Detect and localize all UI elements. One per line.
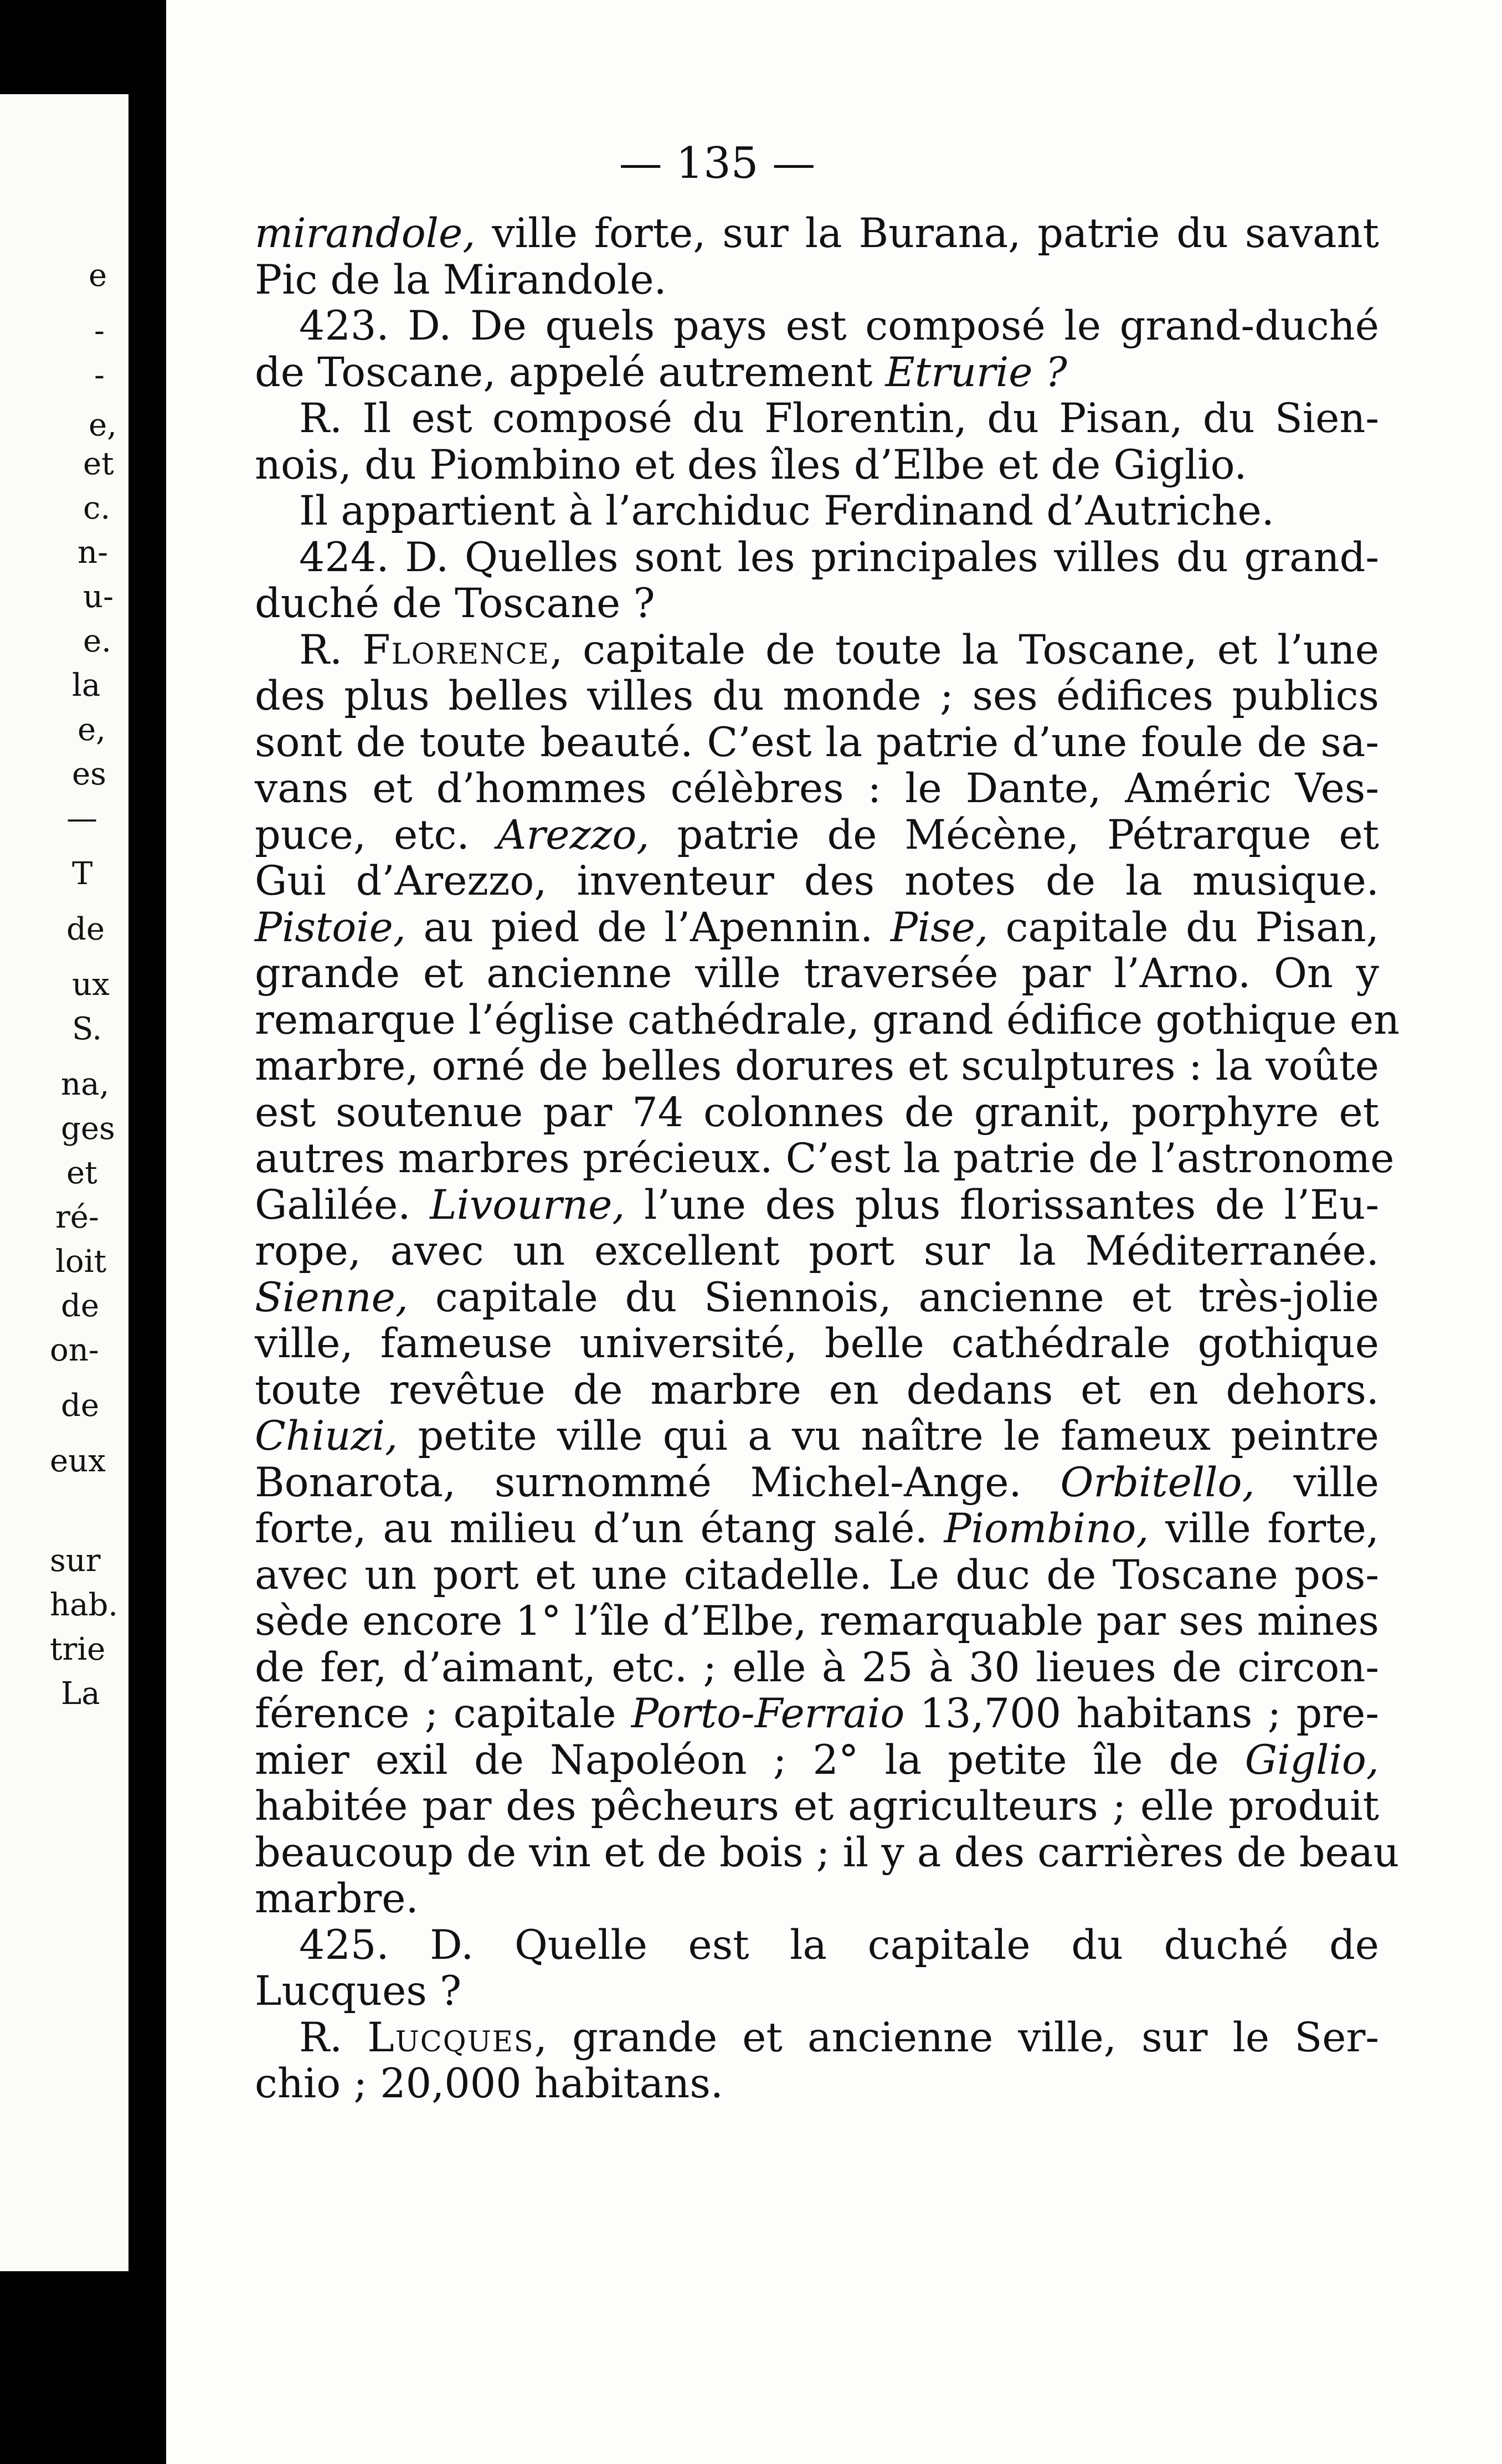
text-line (255, 2015, 1379, 2061)
text-line (255, 812, 1379, 859)
text-run: au pied de l’Apennin. (405, 904, 891, 951)
text-run: Porto-Ferraio (631, 1690, 905, 1737)
margin-fragment: S. (72, 1011, 102, 1047)
text-line (255, 1876, 1379, 1922)
text-run: petite ville qui a vu naître le fameux peintre (398, 1413, 1379, 1460)
text-run: vans et d’hommes célèbres : le Dante, Améric Ves- (255, 765, 1379, 812)
text-line (255, 303, 1379, 350)
margin-fragment: es (72, 756, 106, 792)
text-line (255, 673, 1379, 720)
margin-fragment: la (72, 668, 101, 704)
text-line (255, 996, 1400, 1044)
text-line (255, 1922, 1379, 1969)
text-run: l’une des plus florissantes de l’Eu- (625, 1181, 1379, 1229)
margin-fragment: et (66, 1155, 97, 1191)
margin-fragment: et (83, 446, 114, 482)
text-run: Bonarota, surnommé Michel-Ange. (255, 1459, 1061, 1506)
margin-fragment: hab. (50, 1587, 119, 1623)
text-run: ville forte, (1149, 1505, 1379, 1552)
text-line (255, 951, 1379, 997)
text-run: de Toscane, appelé autrement (255, 348, 886, 396)
margin-fragment: c. (83, 490, 111, 526)
text-line (255, 1783, 1379, 1830)
text-run: Florence (362, 626, 550, 674)
text-run: remarque l’église cathédrale, grand édifice gothique en (255, 996, 1400, 1044)
text-run: marbre, orné de belles dorures et sculptures : la voûte (255, 1043, 1379, 1090)
text-line (255, 1090, 1379, 1136)
text-line (255, 1829, 1400, 1876)
page-number: — 135 — (619, 138, 816, 188)
text-run: mier exil de Napoléon ; 2° la petite île de (255, 1736, 1245, 1784)
text-line (255, 350, 1379, 396)
page-body-text (255, 210, 1400, 2107)
text-line (255, 1506, 1379, 1552)
margin-fragment: on- (50, 1332, 99, 1368)
margin-fragment: e, (78, 712, 106, 748)
margin-fragment: de (61, 1388, 99, 1424)
text-line (255, 1460, 1379, 1506)
text-run: capitale du Pisan, (988, 904, 1379, 951)
facing-page-edge (0, 94, 128, 2271)
text-run: Etrurie ? (885, 348, 1067, 396)
text-run: duché de Toscane ? (255, 580, 655, 627)
text-run: Giglio, (1244, 1736, 1379, 1784)
text-run: sède encore 1° l’île d’Elbe, remarquable par ses mines (255, 1598, 1379, 1645)
text-run: 425. D. Quelle est la capitale du duché de (299, 1921, 1379, 1969)
text-run: 424. D. Quelles sont les principales villes du grand- (299, 533, 1379, 581)
text-line (255, 627, 1379, 674)
text-line (255, 581, 1379, 627)
text-run: est soutenue par 74 colonnes de granit, porphyre et (255, 1089, 1379, 1136)
text-run: toute revêtue de marbre en dedans et en dehors. (255, 1366, 1379, 1414)
text-run: Gui d’Arezzo, inventeur des notes de la musique. (255, 858, 1379, 905)
margin-fragment: u- (83, 579, 114, 615)
text-run: , capitale de toute la Toscane, et l’une (549, 626, 1380, 674)
text-run: avec un port et une citadelle. Le duc de Toscane pos- (255, 1551, 1379, 1599)
margin-fragment: T (72, 856, 93, 892)
text-line (255, 766, 1379, 812)
text-line (255, 1691, 1379, 1737)
text-run: Piombino, (944, 1505, 1149, 1552)
text-line (255, 858, 1379, 905)
text-line (255, 720, 1379, 766)
text-line (255, 1598, 1379, 1645)
text-line (255, 1135, 1395, 1182)
margin-fragment: La (61, 1676, 100, 1712)
text-line (255, 1043, 1379, 1090)
text-run: Chiuzi, (255, 1413, 398, 1460)
text-run: R. (299, 626, 363, 674)
text-run: forte, au milieu d’un étang salé. (255, 1505, 944, 1552)
text-run: capitale du Siennois, ancienne et très-jolie (408, 1274, 1379, 1321)
text-line (255, 1737, 1379, 1784)
text-run: Lucques ? (255, 1968, 462, 2015)
book-page (166, 0, 1502, 2464)
text-run: ville, fameuse université, belle cathédrale gothique (255, 1320, 1379, 1367)
text-line (255, 1413, 1379, 1460)
margin-fragment: eux (50, 1443, 106, 1479)
text-run: sont de toute beauté. C’est la patrie d’une foule de sa- (255, 718, 1379, 766)
text-line (255, 535, 1379, 581)
text-line (255, 442, 1379, 489)
margin-fragment: ux (72, 967, 110, 1003)
text-run: Sienne, (255, 1274, 408, 1321)
margin-fragment: - (94, 313, 105, 349)
text-run: R. Il est composé du Florentin, du Pisan, du Sien- (299, 395, 1379, 442)
margin-fragment: e, (89, 407, 117, 443)
margin-fragment: e. (83, 623, 111, 659)
margin-fragment: ges (61, 1111, 115, 1147)
text-line (255, 1367, 1379, 1414)
text-run: patrie de Mécène, Pétrarque et (649, 811, 1379, 859)
margin-fragment: ré- (55, 1199, 99, 1235)
text-run: férence ; capitale (255, 1690, 631, 1737)
text-run: Il appartient à l’archiduc Ferdinand d’Autriche. (299, 487, 1274, 535)
margin-fragment: n- (78, 535, 108, 571)
text-line (255, 905, 1379, 951)
text-run: R. (299, 2014, 368, 2061)
text-line (255, 2061, 1379, 2107)
text-run: mirandole, (255, 210, 476, 257)
text-run: beaucoup de vin et de bois ; il y a des carrières de beau (255, 1829, 1400, 1876)
text-line (255, 211, 1379, 257)
text-line (255, 1321, 1379, 1367)
text-run: grande et ancienne ville traversée par l’Arno. On y (255, 950, 1379, 997)
margin-fragment: trie (50, 1631, 106, 1667)
margin-fragment: sur (50, 1543, 101, 1579)
text-run: ville (1254, 1459, 1379, 1506)
margin-fragment: na, (61, 1066, 110, 1102)
text-run: 423. D. De quels pays est composé le grand-duché (299, 302, 1379, 350)
text-run: Pistoie, (255, 904, 406, 951)
text-line (255, 257, 1379, 304)
text-run: Pic de la Mirandole. (255, 256, 667, 304)
text-run: ville forte, sur la Burana, patrie du savant (475, 210, 1379, 257)
text-line (255, 488, 1379, 535)
text-run: des plus belles villes du monde ; ses édifices publics (255, 673, 1379, 720)
text-run: de fer, d’aimant, etc. ; elle à 25 à 30 lieues de circon- (255, 1644, 1379, 1691)
text-line (255, 1968, 1379, 2015)
text-run: rope, avec un excellent port sur la Méditerranée. (255, 1228, 1379, 1275)
text-line (255, 396, 1379, 442)
margin-fragment: - (94, 357, 105, 393)
text-run: puce, etc. (255, 811, 497, 859)
text-run: nois, du Piombino et des îles d’Elbe et de Giglio. (255, 441, 1247, 489)
text-line (255, 1552, 1379, 1599)
text-run: marbre. (255, 1875, 419, 1922)
margin-fragment: e (89, 258, 107, 294)
text-line (255, 1228, 1379, 1275)
text-run: Lucques (367, 2014, 534, 2061)
text-run: 13,700 habitans ; pre- (904, 1690, 1379, 1737)
text-run: , grande et ancienne ville, sur le Ser- (534, 2014, 1379, 2061)
text-run: chio ; 20,000 habitans. (255, 2060, 723, 2107)
margin-fragment: de (61, 1288, 99, 1324)
text-run: Orbitello, (1060, 1459, 1255, 1506)
margin-fragment: loit (55, 1244, 107, 1280)
margin-fragment: — (66, 800, 97, 836)
text-run: Arezzo, (497, 811, 650, 859)
text-run: Livourne, (430, 1181, 625, 1229)
text-run: Pise, (890, 904, 989, 951)
text-line (255, 1275, 1379, 1321)
text-line (255, 1645, 1379, 1691)
text-run: Galilée. (255, 1181, 430, 1229)
margin-fragment: de (66, 911, 105, 947)
text-run: habitée par des pêcheurs et agriculteurs ; elle produit (255, 1783, 1379, 1830)
text-run: autres marbres précieux. C’est la patrie de l’astronome (255, 1135, 1395, 1182)
text-line (255, 1182, 1379, 1229)
